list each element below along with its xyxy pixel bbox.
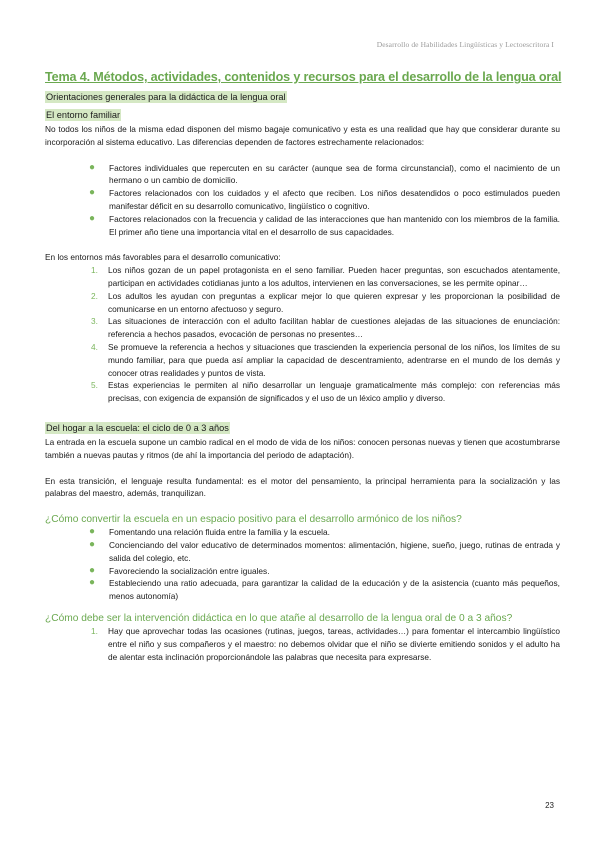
- paragraph-favorable-intro: En los entornos más favorables para el desarrollo comunicativo:: [45, 252, 281, 263]
- list-item: ● Favoreciendo la socialización entre iguales.: [89, 564, 270, 576]
- espacio-positivo-list: [45, 526, 560, 603]
- list-item: ● Concienciando del valor educativo de determinados momentos: alimentación, higiene, sueño, juego, rutinas de entrada y salida del colegio, etc.: [89, 538, 560, 563]
- bullet-icon: ●: [89, 564, 96, 576]
- list-number: 3.: [91, 316, 98, 327]
- bullet-icon: ●: [89, 187, 96, 199]
- bullet-icon: ●: [89, 161, 96, 173]
- list-number: 1.: [91, 625, 98, 636]
- bullet-icon: ●: [89, 212, 96, 224]
- bullet-icon: ●: [89, 526, 96, 538]
- list-item: 1. Los niños gozan de un papel protagonista en el seno familiar. Pueden hacer preguntas, son escuchados atentamente, participan en actividades cotidianas junto a los adultos, intervienen en las conversaciones, se les permite opinar…: [91, 265, 560, 288]
- list-item: ● Factores relacionados con la frecuencia y calidad de las interacciones que han mantenido con los miembros de la familia. El primer año tiene una importancia vital en el desarrollo de sus capacidades.: [89, 212, 560, 237]
- factors-list: [45, 162, 560, 239]
- section-heading-hogar-escuela: Del hogar a la escuela: el ciclo de 0 a 3 años: [46, 422, 229, 433]
- bullet-icon: ●: [89, 538, 96, 550]
- question-heading-espacio-positivo: ¿Cómo convertir la escuela en un espacio positivo para el desarrollo armónico de los niños?: [45, 514, 462, 526]
- favorable-list: [45, 264, 560, 405]
- list-item: 1. Hay que aprovechar todas las ocasiones (rutinas, juegos, tareas, actividades…) para fomentar el intercambio lingüístico entre el niño y sus compañeros y el maestro: no debemos olvidar que el niño se divierte emitiendo sonidos y el adulto ha de alentar esta inclinación proporcionándole las palabras que necesita para expresarse.: [91, 625, 560, 662]
- paragraph-intro: No todos los niños de la misma edad disponen del mismo bagaje comunicativo y esta es una realidad que hay que considerar durante su incorporación al sistema educativo. Las diferencias dependen de factores estrechamente relacionados:: [45, 124, 560, 147]
- list-item: ● Estableciendo una ratio adecuada, para garantizar la calidad de la educación y de la asistencia (cuanto más pequeños, menos autonomía): [89, 577, 560, 602]
- list-number: 2.: [91, 290, 98, 301]
- list-item: ● Factores relacionados con los cuidados y el afecto que reciben. Los niños desatendidos o poco estimulados pueden manifestar déficit en su desarrollo comunicativo, lingüístico o cognitivo.: [89, 187, 560, 211]
- page-content: [45, 70, 560, 663]
- list-item: ● Factores individuales que repercuten en su carácter (aunque sea de forma circunstancial), como el nacimiento de un hermano o un cambio de domicilio.: [89, 161, 560, 186]
- list-item: 5. Estas experiencias le permiten al niño desarrollar un lenguaje gramaticalmente más complejo: con referencias más precisas, con exigencia de expansión de significados y el uso de un léxico amplio y diverso.: [91, 380, 560, 404]
- paragraph-transicion: En esta transición, el lenguaje resulta fundamental: es el motor del pensamiento, la principal herramienta para la socialización y las palabras del maestro, además, tranquilizan.: [45, 475, 560, 499]
- list-item: 4. Se promueve la referencia a hechos y situaciones que trascienden la experiencia personal de los niños, los límites de su mundo familiar, para que pueda así ampliar la capacidad de descentramiento, adentrarse en el mundo de los demás y conocer otras realidades y puntos de vista.: [91, 341, 560, 378]
- intervencion-list: [45, 625, 560, 663]
- list-item: 2. Los adultos les ayudan con preguntas a explicar mejor lo que quieren expresar y les proporcionan la posibilidad de comunicarse en un entorno afectuoso y seguro.: [91, 290, 560, 314]
- section-heading-orientaciones: Orientaciones generales para la didáctica de la lengua oral: [46, 92, 286, 102]
- list-number: 1.: [91, 265, 98, 276]
- chapter-title: Tema 4. Métodos, actividades, contenidos y recursos para el desarrollo de la lengua oral: [45, 70, 562, 84]
- question-heading-intervencion: ¿Cómo debe ser la intervención didáctica en lo que atañe al desarrollo de la lengua oral de 0 a 3 años?: [45, 612, 513, 624]
- paragraph-entrada-escuela: La entrada en la escuela supone un cambio radical en el modo de vida de los niños: conocen personas nuevas y tienen que acostumbrarse también a nuevas pautas y ritmos (de ahí la importancia del periodo de adaptación).: [45, 436, 560, 460]
- running-header: Desarrollo de Habilidades Lingüísticas y Lectoescritora I: [376, 40, 554, 49]
- list-item: 3. Las situaciones de interacción con el adulto facilitan hablar de cuestiones alejadas de las situaciones de enunciación: referencia a hechos pasados, evocación de personas no presentes…: [91, 316, 560, 340]
- page-number: 23: [545, 801, 554, 810]
- list-number: 5.: [91, 380, 98, 391]
- list-item: ● Fomentando una relación fluida entre la familia y la escuela.: [89, 526, 330, 538]
- subheading-entorno-familiar: El entorno familiar: [46, 110, 121, 120]
- list-number: 4.: [91, 341, 98, 352]
- bullet-icon: ●: [89, 577, 96, 589]
